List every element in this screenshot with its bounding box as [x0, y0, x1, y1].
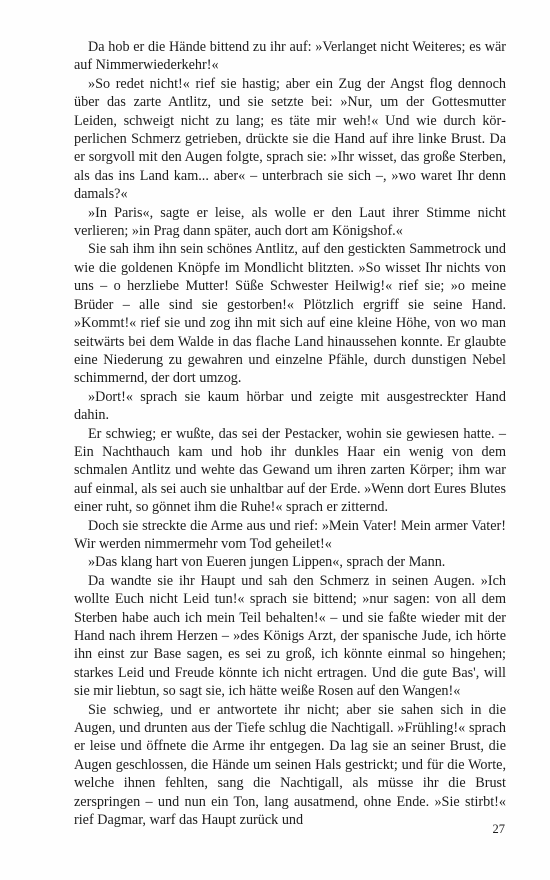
- body-text: [74, 38, 506, 829]
- paragraph: »In Paris«, sagte er leise, als wolle er den Laut ihrer Stimme nicht verlieren; »in Prag dann später, auch dort am Königshof.«: [74, 204, 506, 240]
- paragraph: Sie sah ihm ihn sein schönes Antlitz, auf den gestickten Sammetrock und wie die goldenen Knöpfe im Mondlicht blitzten. »So wisset Ihr nichts von uns – o herzliebe Mutter! Süße Schwester Heilwig!« rief sie; »o meine Brüder – alle sind sie gestorben!« Plötzlich ergriff sie seine Hand. »Kommt!« rief sie und zog ihn mit sich auf eine kleine Höhe, von wo man seitwärts bei dem Walde in das flache Land hinaussehen konnte. Er glaubte eine Niederung zu gewahren und einzelne Pfähle, durch dunstigen Nebel schimmernd, der dort umzog.: [74, 241, 506, 387]
- paragraph: »So redet nicht!« rief sie hastig; aber ein Zug der Angst flog dennoch über das zarte Antlitz, und sie setzte bei: »Nur, um der Gottesmutter Leiden, schweigt nicht zu lang; es täte mir weh!« Und wie durch körperlichen Schmerz getrieben, drückte sie die Hand auf ihre linke Brust. Da er sorgvoll mit den Augen folgte, sprach sie: »Ihr wisset, das große Sterben, als das ins Land kam... aber« – unterbrach sie sich –, »wo waret Ihr denn damals?«: [74, 75, 506, 203]
- paragraph: »Das klang hart von Eueren jungen Lippen«, sprach der Mann.: [88, 554, 446, 571]
- paragraph: Er schwieg; er wußte, das sei der Pestacker, wohin sie gewiesen hatte. – Ein Nachthauch kam und hob ihr dunkles Haar ein wenig von dem schmalen Antlitz und wehte das Gewand um ihren zarten Körper; ihm war auf einmal, als sei auch sie unhaltbar auf der Erde. »Wenn dort Eures Blutes einer ruht, so gönnet ihm die Ruhe!« sprach er zitternd.: [74, 425, 506, 516]
- paragraph: Doch sie streckte die Arme aus und rief: »Mein Vater! Mein armer Vater! Wir werden nimmermehr vom Tod geheilet!«: [74, 517, 506, 552]
- page-number: 27: [492, 822, 505, 836]
- paragraph: Da hob er die Hände bittend zu ihr auf: »Verlanget nicht Weiteres; es wär auf Nimmerwiederkehr!«: [74, 39, 506, 74]
- paragraph: Sie schwieg, und er antwortete ihr nicht; aber sie sahen sich in die Augen, und drunten aus der Tiefe schlug die Nachtigall. »Frühling!« sprach er leise und öffnete die Arme ihr entgegen. Da lag sie an seiner Brust, die Augen geschlossen, die Hände um seinen Hals gestrickt; und für die Worte, welche ihnen fehlten, sang die Nachtigall, als müsse ihr die Brust zerspringen – und nun ein Ton, lang ausatmend, ohne Ende. »Sie stirbt!« rief Dagmar, warf das Haupt zurück und: [74, 701, 506, 829]
- paragraph: Da wandte sie ihr Haupt und sah den Schmerz in seinen Augen. »Ich wollte Euch nicht Leid tun!« sprach sie bittend; »nur sagen: von all dem Sterben habe auch ich mein Teil behalten!« – und sie faßte wieder mit der Hand nach ihrem Herzen – »des Königs Arzt, der spanische Jude, ich hörte ihn einst zur Base sagen, es sei zu groß, ich könnte einmal so hingehen; starkes Leid und Freude könnte ich nicht ertragen. Und die gute Bas', will sie mir liebtun, so sagt sie, ich hätte weiße Rosen auf den Wangen!«: [74, 572, 506, 700]
- paragraph: »Dort!« sprach sie kaum hörbar und zeigte mit ausgestreckter Hand dahin.: [74, 388, 506, 424]
